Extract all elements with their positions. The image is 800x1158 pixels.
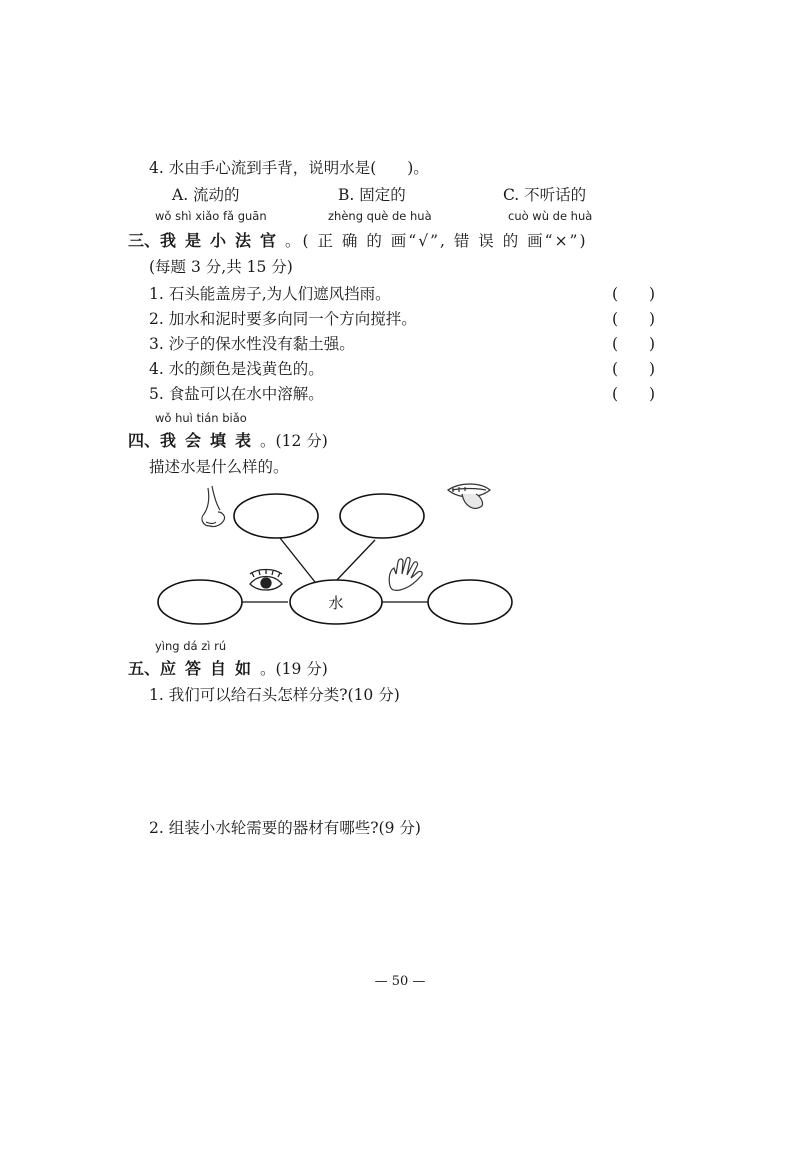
answer-bubble-top-left[interactable] (234, 494, 318, 538)
q4-option-a: A. 流动的 (172, 186, 240, 204)
section5-heading (128, 656, 328, 679)
section5-heading-title: 应答自如 (160, 659, 261, 678)
nose-icon (202, 486, 225, 527)
judge-item-1: 1. 石头能盖房子,为人们遮风挡雨。 (149, 285, 391, 303)
section3-score-note: (每题 3 分,共 15 分) (149, 258, 293, 276)
hand-icon (389, 557, 422, 590)
section4-heading (128, 428, 328, 451)
q4-stem: 4. 水由手心流到手背，说明水是( )。 (149, 159, 429, 177)
page-number: — 50 — (374, 974, 426, 989)
section4-pinyin: wǒ huì tián biǎo (155, 411, 247, 425)
judge-answer-5[interactable]: ( ) (612, 385, 656, 403)
connector-line (335, 540, 375, 582)
answer-bubble-right[interactable] (428, 580, 512, 624)
judge-item-2: 2. 加水和泥时要多向同一个方向搅拌。 (149, 310, 417, 328)
section3-pinyin-2: zhèng què de huà (328, 209, 432, 223)
answer-area-1[interactable] (149, 712, 669, 802)
judge-item-4: 4. 水的颜色是浅黄色的。 (149, 360, 324, 378)
answer-area-2[interactable] (149, 845, 669, 955)
section3-heading-number: 三、 (128, 231, 161, 250)
answer-bubble-top-right[interactable] (340, 494, 424, 538)
section3-heading-title: 我是小法官 (160, 231, 286, 250)
section3-pinyin-3: cuò wù de huà (508, 209, 593, 223)
answer-bubble-left[interactable] (158, 580, 242, 624)
section3-heading-instruction: 。( 正 确 的 画“√”, 错 误 的 画“×”) (285, 232, 588, 250)
judge-answer-2[interactable]: ( ) (612, 310, 656, 328)
section3-pinyin-1: wǒ shì xiǎo fǎ guān (155, 209, 267, 223)
center-label: 水 (328, 594, 344, 612)
judge-answer-4[interactable]: ( ) (612, 360, 656, 378)
section5-heading-number: 五、 (128, 659, 161, 678)
section4-heading-title: 我会填表 (160, 431, 261, 450)
section5-pinyin: yìng dá zì rú (155, 639, 227, 653)
section5-question-2: 2. 组装小水轮需要的器材有哪些?(9 分) (149, 819, 421, 837)
mouth-icon (448, 484, 490, 508)
section3-heading (128, 228, 588, 251)
judge-item-3: 3. 沙子的保水性没有黏土强。 (149, 335, 355, 353)
judge-item-5: 5. 食盐可以在水中溶解。 (149, 385, 324, 403)
section5-heading-score: 。(19 分) (260, 660, 328, 678)
eye-icon (250, 570, 282, 591)
section4-heading-score: 。(12 分) (260, 432, 328, 450)
judge-answer-1[interactable]: ( ) (612, 285, 656, 303)
q4-option-b: B. 固定的 (338, 186, 406, 204)
section4-heading-number: 四、 (128, 431, 161, 450)
judge-answer-3[interactable]: ( ) (612, 335, 656, 353)
section4-prompt: 描述水是什么样的。 (149, 458, 289, 476)
q4-option-c: C. 不听话的 (503, 186, 587, 204)
section5-question-1: 1. 我们可以给石头怎样分类?(10 分) (149, 686, 400, 704)
water-senses-diagram (150, 478, 520, 638)
connector-line (280, 538, 315, 582)
